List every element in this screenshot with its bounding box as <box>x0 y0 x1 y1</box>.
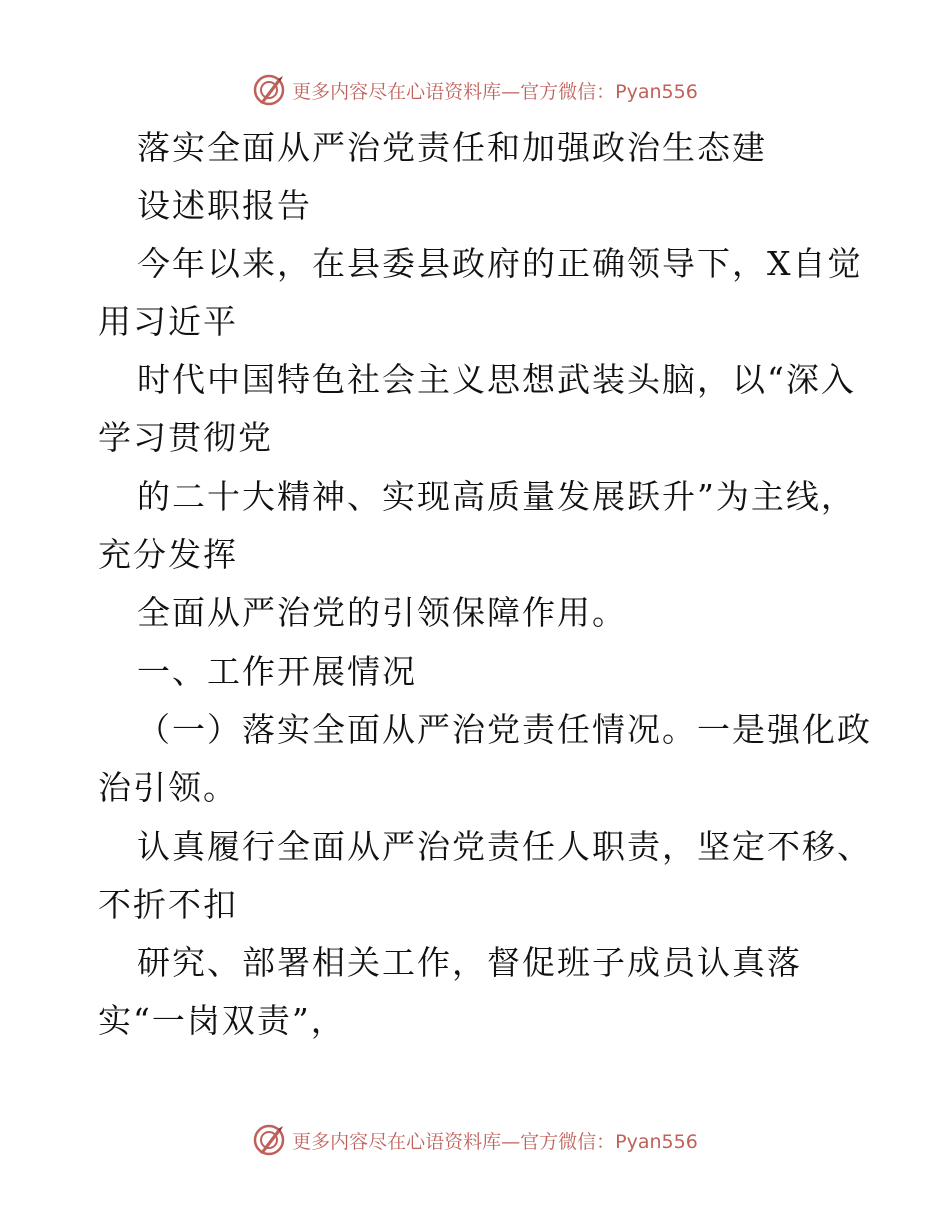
title-line-2: 设述职报告 <box>137 186 312 225</box>
section-heading: 一、工作开展情况 <box>137 652 417 691</box>
paragraph-line: 学习贯彻党 <box>98 418 273 457</box>
paragraph-line: 时代中国特色社会主义思想武装头脑，以“深入 <box>137 360 856 399</box>
title-line-1: 落实全面从严治党责任和加强政治生态建 <box>137 128 767 167</box>
paragraph-line: 今年以来，在县委县政府的正确领导下，X自觉 <box>137 244 863 283</box>
paragraph-line: 研究、部署相关工作，督促班子成员认真落 <box>137 943 802 982</box>
quill-logo-icon <box>252 73 286 107</box>
paragraph-line: 用习近平 <box>98 302 238 341</box>
header-watermark <box>0 70 950 110</box>
footer-watermark <box>0 1120 950 1160</box>
watermark-text <box>292 1127 698 1154</box>
subsection-line: （一）落实全面从严治党责任情况。一是强化政 <box>137 710 872 749</box>
quill-logo-icon <box>252 1123 286 1157</box>
paragraph-line: 治引领。 <box>98 768 238 807</box>
paragraph-line: 实“一岗双责”， <box>98 1001 346 1040</box>
watermark-text <box>292 77 698 104</box>
paragraph-line: 的二十大精神、实现高质量发展跃升”为主线， <box>137 477 856 516</box>
watermark-label: 更多内容尽在心语资料库—官方微信： <box>292 1130 616 1153</box>
paragraph-line: 不折不扣 <box>98 885 238 924</box>
paragraph-line: 认真履行全面从严治党责任人职责，坚定不移、 <box>137 827 872 866</box>
paragraph-line: 全面从严治党的引领保障作用。 <box>137 593 627 632</box>
watermark-contact: Pyan556 <box>615 80 698 103</box>
watermark-label: 更多内容尽在心语资料库—官方微信： <box>292 80 616 103</box>
paragraph-line: 充分发挥 <box>98 535 238 574</box>
watermark-contact: Pyan556 <box>615 1130 698 1153</box>
